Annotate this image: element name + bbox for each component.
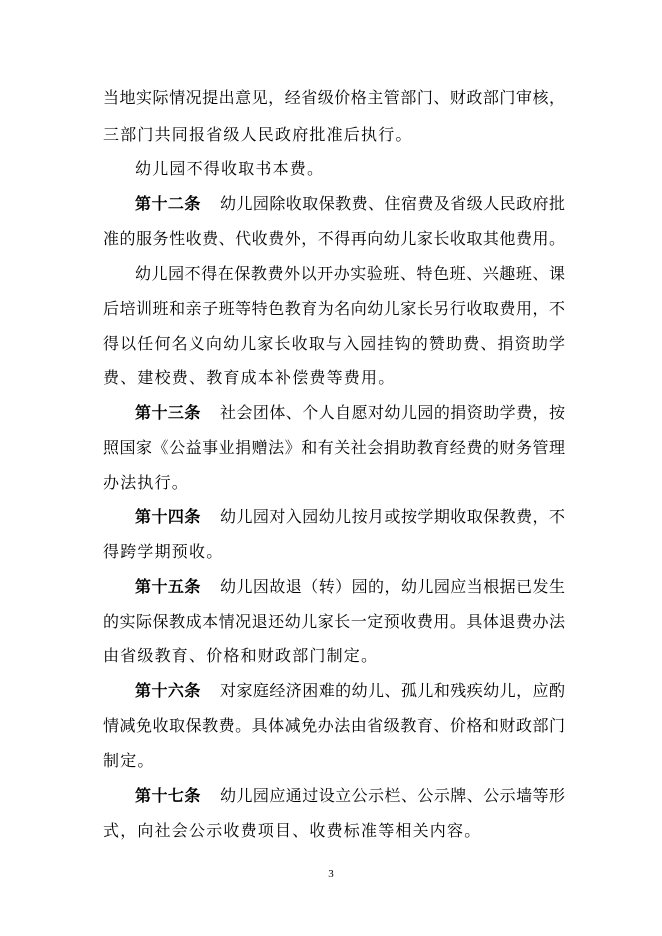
text-line: 照国家《公益事业捐赠法》和有关社会捐助教育经费的财务管理: [103, 438, 565, 457]
article-16: 第十六条 对家庭经济困难的幼儿、孤儿和残疾幼儿，应酌: [135, 681, 565, 700]
text-line: 办法执行。: [103, 473, 190, 492]
text-line: 制定。: [103, 751, 155, 770]
text-line: 情减免收取保教费。具体减免办法由省级教育、价格和财政部门: [103, 716, 565, 735]
article-heading: 第十二条: [135, 194, 201, 213]
article-heading: 第十四条: [135, 507, 201, 526]
article-14: 第十四条 幼儿园对入园幼儿按月或按学期收取保教费，不: [135, 507, 565, 526]
article-17: 第十七条 幼儿园应通过设立公示栏、公示牌、公示墙等形: [135, 786, 565, 805]
text-line: 式，向社会公示收费项目、收费标准等相关内容。: [103, 821, 482, 840]
page-number: 3: [328, 868, 334, 880]
text-line: 得以任何名义向幼儿家长收取与入园挂钩的赞助费、捐资助学: [103, 334, 565, 353]
article-12: 第十二条 幼儿园除收取保教费、住宿费及省级人民政府批: [135, 194, 565, 213]
article-15: 第十五条 幼儿因故退（转）园的，幼儿园应当根据已发生: [135, 577, 565, 596]
text-line: 幼儿园不得在保教费外以开办实验班、特色班、兴趣班、课: [135, 264, 565, 283]
text-line: 三部门共同报省级人民政府批准后执行。: [103, 125, 413, 144]
text-line: 费、建校费、教育成本补偿费等费用。: [103, 368, 396, 387]
text-line: 后培训班和亲子班等特色教育为名向幼儿家长另行收取费用，不: [103, 299, 565, 318]
article-heading: 第十六条: [135, 681, 201, 700]
text-line: 准的服务性收费、代收费外，不得再向幼儿家长收取其他费用。: [103, 229, 565, 248]
text-line: 由省级教育、价格和财政部门制定。: [103, 646, 379, 665]
text-line: 当地实际情况提出意见，经省级价格主管部门、财政部门审核，: [103, 88, 565, 107]
article-heading: 第十五条: [135, 577, 201, 596]
text-line: 幼儿园不得收取书本费。: [135, 159, 325, 178]
text-line: 得跨学期预收。: [103, 542, 224, 561]
article-heading: 第十三条: [135, 403, 201, 422]
article-heading: 第十七条: [135, 786, 201, 805]
text-line: 的实际保教成本情况退还幼儿家长一定预收费用。具体退费办法: [103, 612, 565, 631]
article-13: 第十三条 社会团体、个人自愿对幼儿园的捐资助学费，按: [135, 403, 565, 422]
